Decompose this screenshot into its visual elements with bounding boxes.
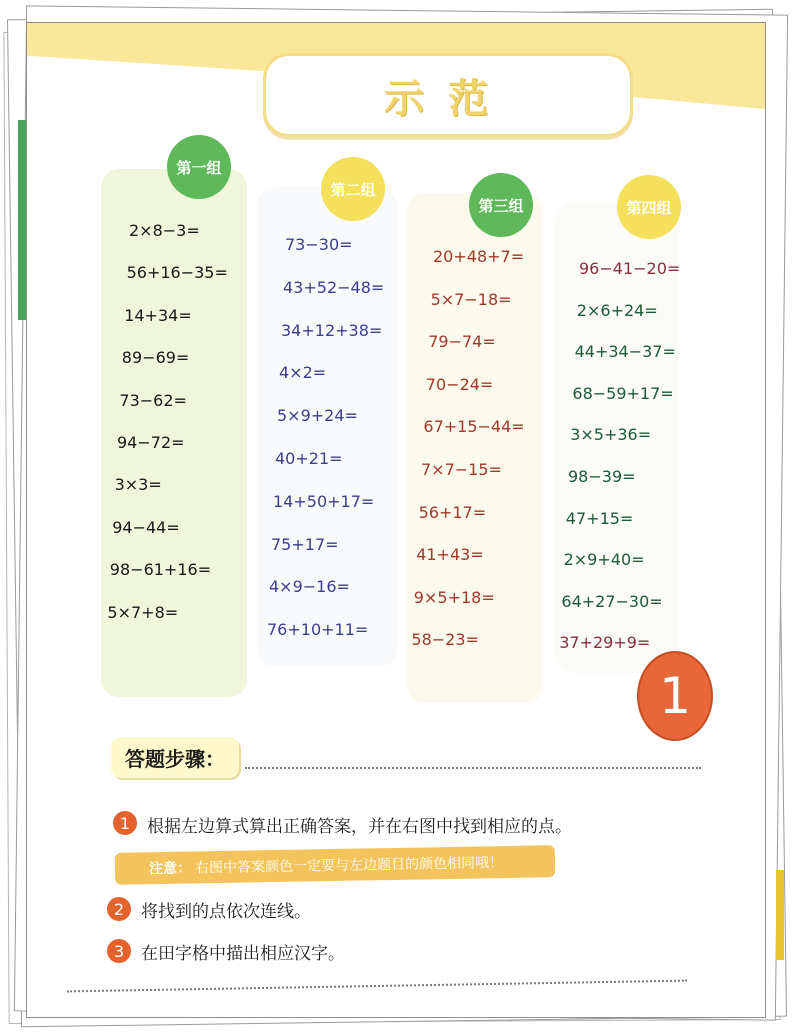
- group-3-equation: 5×7−18=: [430, 289, 512, 309]
- group-1-equation: 94−44=: [112, 517, 180, 537]
- group-2-equation: 75+17=: [271, 534, 339, 554]
- group-4-equation: 98−39=: [568, 467, 636, 486]
- group-2-equation: 4×9−16=: [269, 577, 350, 597]
- group-1-equation: 14+34=: [124, 305, 192, 325]
- group-2-equation: 40+21=: [275, 449, 343, 468]
- step-2-number: 2: [107, 897, 131, 921]
- step-1-number: 1: [113, 811, 137, 835]
- group-2-badge: 第二组: [321, 157, 385, 221]
- group-2-equation: 43+52−48=: [283, 277, 385, 297]
- title-box: [263, 53, 633, 137]
- group-4-equation: 68−59+17=: [572, 383, 674, 403]
- group-1-equation: 98−61+16=: [109, 560, 212, 580]
- group-4-equation: 2×6+24=: [576, 300, 658, 320]
- dotted-line-top: [245, 767, 701, 769]
- page-edge-yellow: [776, 870, 784, 960]
- step-3-number: 3: [107, 939, 131, 963]
- group-1-equation: 89−69=: [121, 348, 190, 368]
- note-label: 注意：: [148, 860, 192, 878]
- page-title: 示范: [384, 75, 512, 122]
- group-1-equation: 56+16−35=: [126, 263, 228, 283]
- group-3-equation: 7×7−15=: [421, 460, 502, 479]
- group-2-equation: 5×9+24=: [277, 406, 358, 426]
- group-4-equation: 3×5+36=: [570, 425, 652, 445]
- group-3-equation: 9×5+18=: [413, 587, 495, 607]
- group-2-equation: 76+10+11=: [267, 620, 369, 640]
- group-4-equation: 44+34−37=: [574, 342, 676, 362]
- group-3-badge: 第三组: [469, 173, 533, 237]
- group-2-equation: 14+50+17=: [273, 491, 375, 511]
- group-3-equation: 79−74=: [428, 332, 496, 352]
- column-bg-3: [407, 193, 543, 703]
- page-edge-green: [18, 120, 26, 320]
- page-number: 1: [659, 667, 691, 725]
- group-4-equation: 47+15=: [565, 508, 634, 528]
- group-3-equation: 20+48+7=: [433, 247, 525, 266]
- group-2-equation: 4×2=: [279, 363, 327, 383]
- dotted-line-bottom: [67, 980, 687, 993]
- note-banner: [115, 845, 555, 885]
- group-4-badge: 第四组: [617, 175, 681, 239]
- group-1-equation: 73−62=: [119, 390, 187, 410]
- group-3-equation: 58−23=: [411, 630, 479, 650]
- group-1-equation: 94−72=: [117, 433, 185, 452]
- group-2-equation: 73−30=: [285, 235, 353, 254]
- group-1-equation: 5×7+8=: [107, 602, 179, 622]
- group-4-equation: 2×9+40=: [563, 550, 645, 570]
- steps-title: 答题步骤：: [111, 737, 239, 778]
- group-3-equation: 70−24=: [425, 374, 494, 394]
- step-1-text: 根据左边算式算出正确答案，并在右图中找到相应的点。: [147, 817, 572, 837]
- group-4-equation: 64+27−30=: [561, 591, 663, 611]
- step-3-text: 在田字格中描出相应汉字。: [141, 944, 345, 964]
- worksheet-page: [26, 22, 766, 1018]
- group-1-badge: 第一组: [167, 135, 231, 199]
- group-4-equation: 37+29+9=: [559, 633, 651, 653]
- group-2-equation: 34+12+38=: [281, 320, 383, 340]
- group-3-equation: 56+17=: [418, 502, 487, 522]
- group-3-equation: 67+15−44=: [423, 417, 525, 437]
- group-1-equation: 2×8−3=: [129, 221, 200, 240]
- group-1-equation: 3×3=: [114, 475, 162, 495]
- group-4-equation: 96−41−20=: [579, 259, 681, 278]
- group-3-equation: 41+43=: [416, 545, 484, 565]
- page-number-badge: [637, 651, 713, 741]
- note-text: 右图中答案颜色一定要与左边题目的颜色相同哦！: [194, 855, 504, 877]
- step-2-text: 将找到的点依次连线。: [141, 902, 311, 922]
